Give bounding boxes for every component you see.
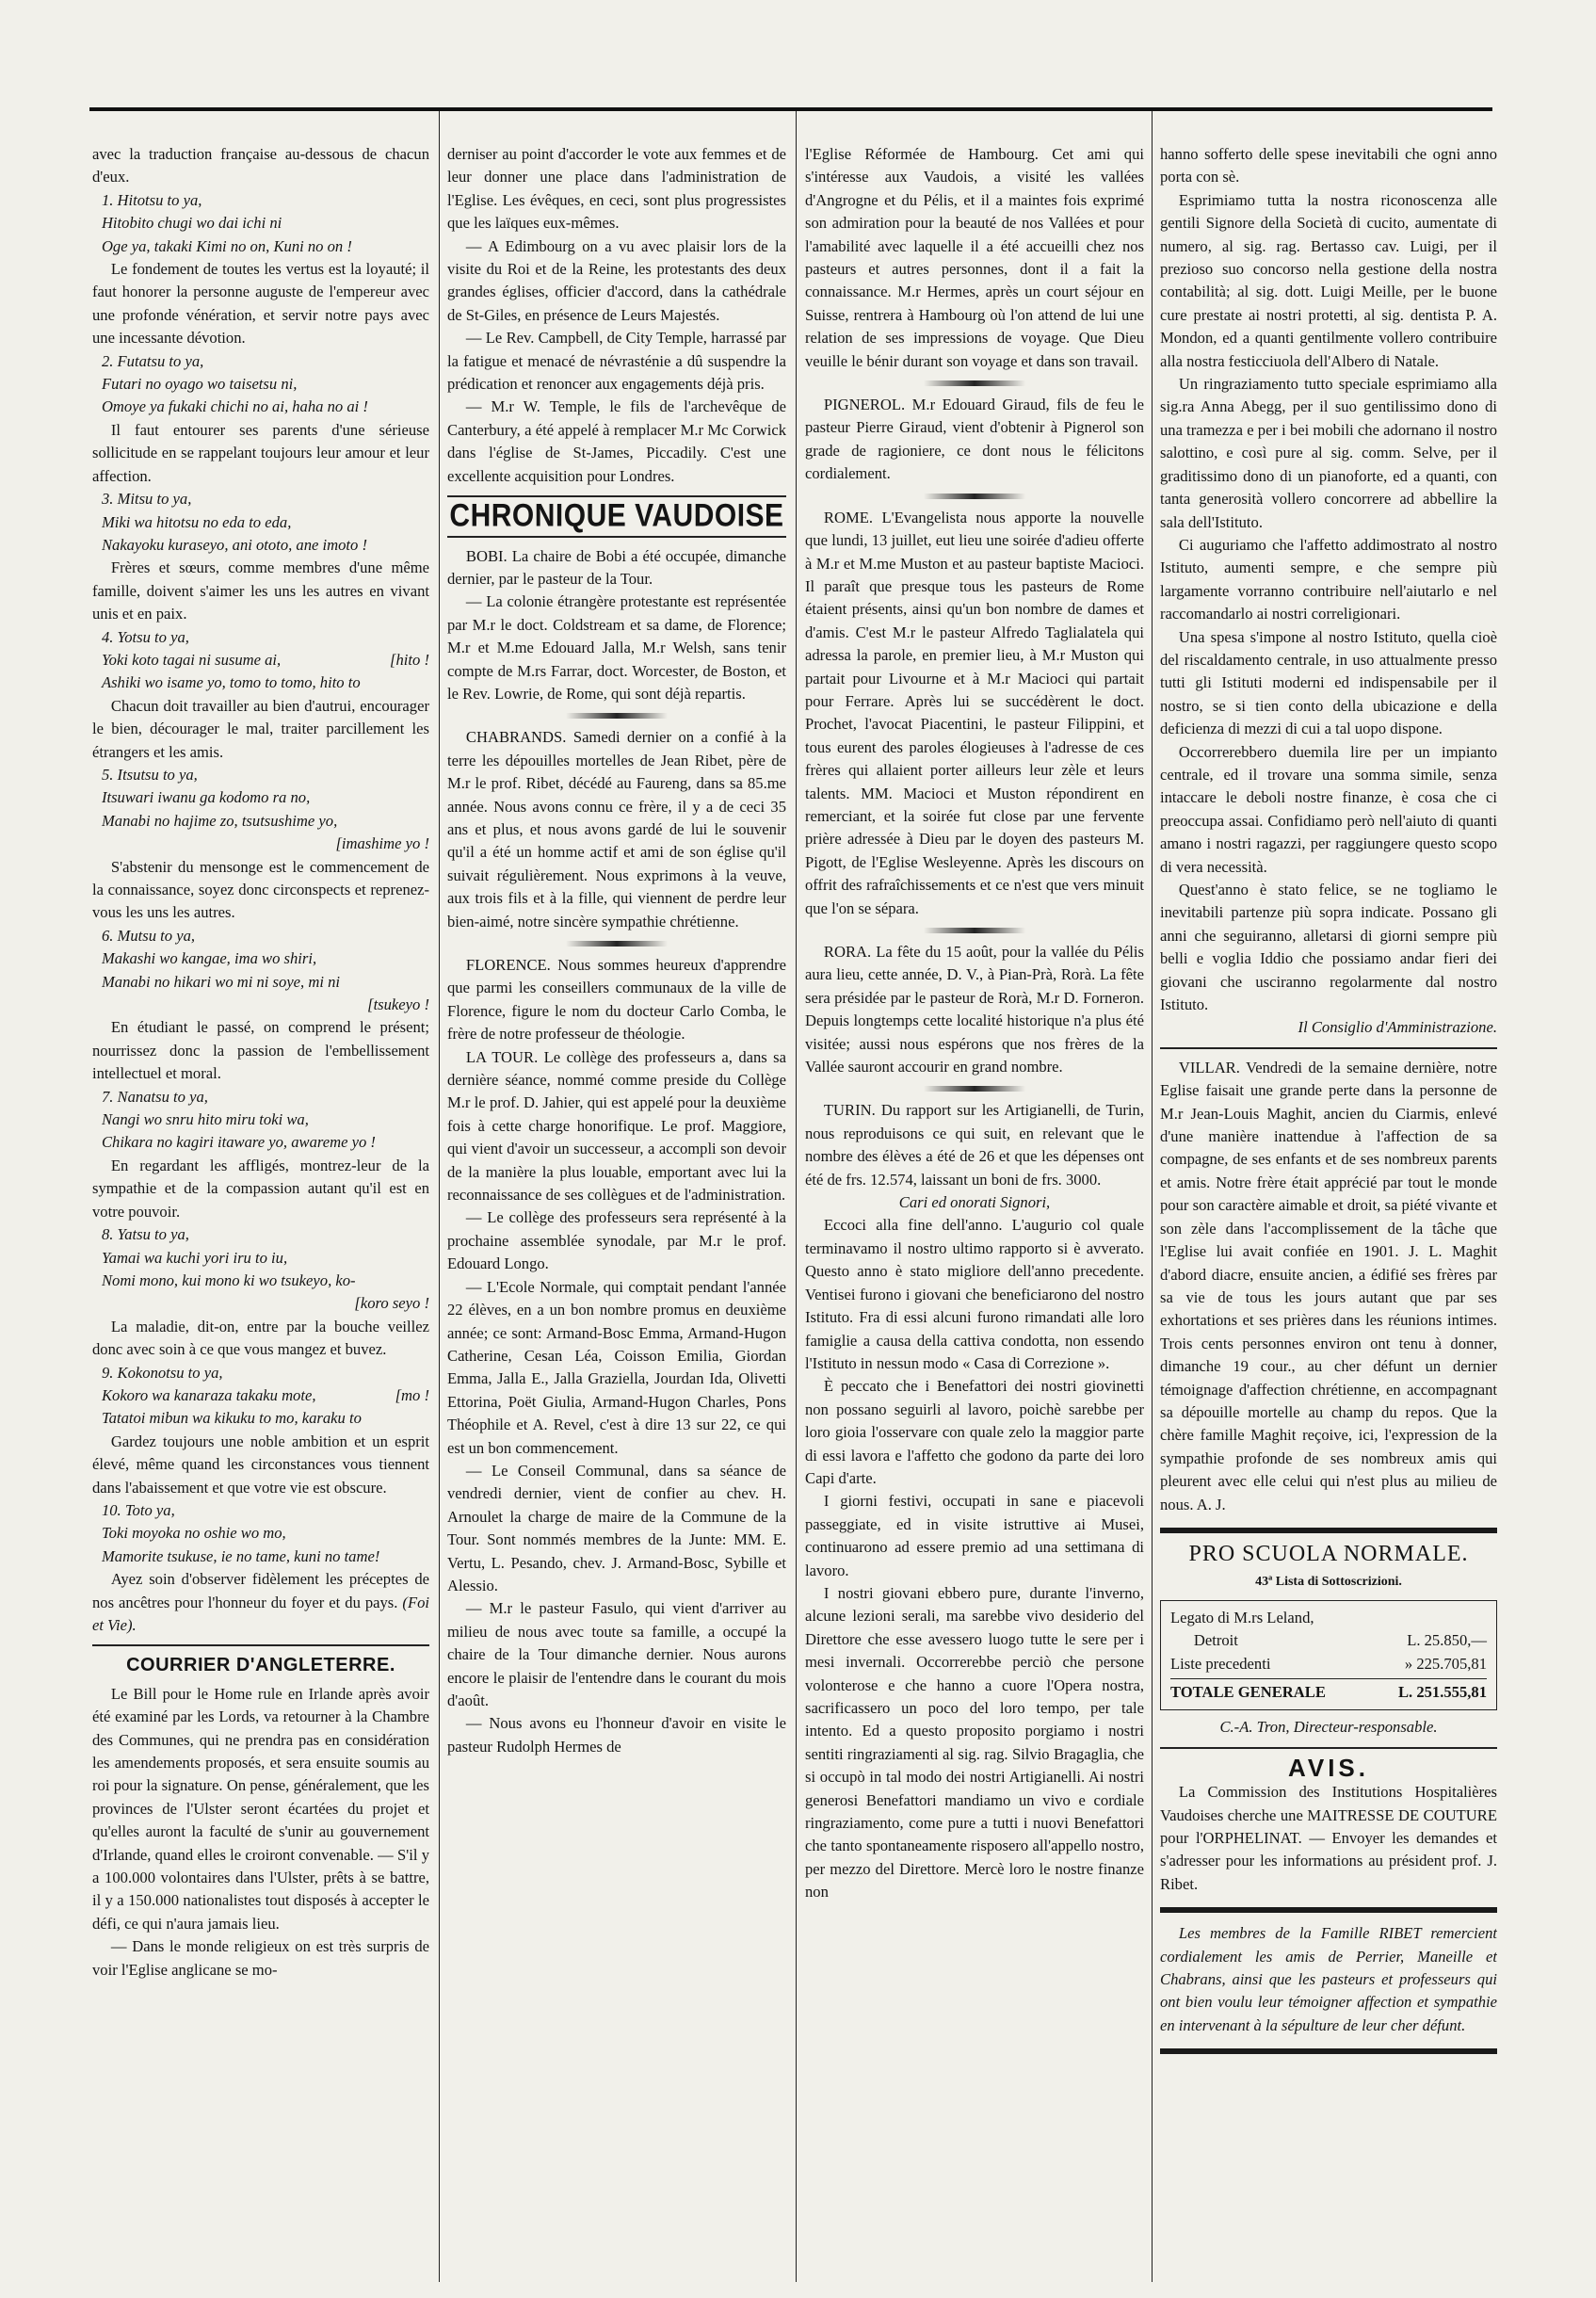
translation-text: Ayez soin d'observer fidèlement les préceptes de nos ancêtres pour l'honneur du foyer et du pays. (92, 1570, 429, 1611)
notice-famille-ribet: Les membres de la Famille RIBET remercient cordialement les amis de Perrier, Maneille et Chabrans, ainsi que les pasteurs et professeurs qui ont bien voulu leur témoigner affection et sympathie en intervenant à la sépulture de leur cher défunt. (1160, 1924, 1497, 2034)
column-3 (805, 143, 1144, 2281)
news-item-la-tour: LA TOUR. Le collège des professeurs a, dans sa dernière séance, nommé comme preside du Collège M.r le prof. D. Jahier, qui est appelé pour la deuxième fois à cette charge honorifique. Le prof. Maggiore, qui vient d'avoir un successeur, a accompli son devoir de la manière la plus louable, emportant avec lui la reconnaissance de ses collègues et de l'administration. (447, 1047, 786, 1205)
section-rule (1160, 1747, 1497, 1749)
column-divider (1152, 111, 1153, 2282)
row-label: Detroit (1193, 1631, 1238, 1650)
item-separator (805, 1086, 1144, 1092)
translation: En regardant les affligés, montrez-leur de la sympathie et de la compassion autant qu'il est en votre pouvoir. (92, 1156, 429, 1221)
verse-line: Chikara no kagiri itaware yo, awareme yo ! (101, 1133, 376, 1152)
news-item-rora: RORA. La fête du 15 août, pour la vallée du Pélis aura lieu, cette année, D. V., à Pian-Prà, Rorà. La fête sera présidée par le pasteur de Rorà, M.r D. Forneron. Depuis longtemps cette localité historique n'a plus été visitée; aussi nous espérons que nos frères de la Vallée sauront accourir en grand nombre. (805, 943, 1144, 1076)
signature: Il Consiglio d'Amministrazione. (1298, 1018, 1497, 1037)
verse-line: Hitobito chugi wo dai ichi ni (101, 214, 282, 233)
row-label: Legato di M.rs Leland, (1170, 1608, 1314, 1626)
translation: Frères et sœurs, comme membres d'une même famille, doivent s'aimer les uns les autres en vivant unis et en paix. (92, 558, 429, 623)
section-heading-courrier: COURRIER D'ANGLETERRE. (126, 1655, 395, 1676)
translation: En étudiant le passé, on comprend le présent; nourrissez donc la passion de l'embellissement intellectuel et moral. (92, 1018, 429, 1083)
verse-line: Oge ya, takaki Kimi no on, Kuni no on ! (101, 236, 352, 255)
verse-line: 2. Futatsu to ya, (101, 351, 204, 370)
news-item-villar (1160, 1057, 1497, 1516)
subscription-box (1160, 1600, 1497, 1711)
row-value: L. 25.850,— (1407, 1631, 1487, 1650)
report-paragraph: Ci auguriamo che l'affetto addimostrato al nostro Istituto, aumenti sempre, e che sempre più largamente vorranno contribuire nell'aiutarlo e nel raccomandarlo ai nostri correligionari. (1160, 535, 1497, 623)
verse-line (92, 1384, 429, 1407)
subheading-lista: 43ª Lista di Sottoscrizioni. (1255, 1575, 1402, 1590)
article-paragraph: Le Bill pour le Home rule en Irlande après avoir été examiné par les Lords, va retourner à la Chambre des Communes, qui ne prendra pas en considération les amendements proposés, et sera ensuite soumis au roi pour la signature. On pense, généralement, que les provinces de l'Ulster seront écartées du projet et qu'elles auront la faculté de s'unir au gouvernement d'Irlande, quand elles le croiront convenable. — S'il y a 100.000 volontaires dans l'Ulster, prêts à se battre, il y a 150.000 nationalistes tout disposés à accepter le défi, ce qui n'aura jamais lieu. (92, 1684, 429, 1933)
news-item-la-tour: — M.r le pasteur Fasulo, qui vient d'arriver au milieu de nous avec toute sa famille, a occupé la chaire de la Tour dimanche dernier. Nous aurons encore le plaisir de l'entendre dans le courant du mois d'août. (447, 1599, 786, 1709)
section-bar (1160, 1907, 1497, 1913)
verse-line: 8. Yatsu to ya, (101, 1225, 189, 1244)
verse-line: 7. Nanatsu to ya, (101, 1087, 208, 1106)
verse-line: 9. Kokonotsu to ya, (101, 1363, 223, 1382)
source-citation: (Foi et Vie). (92, 1593, 429, 1634)
article-paragraph: — M.r W. Temple, le fils de l'archevêque de Canterbury, a été appelé à remplacer M.r Mc Corwick dans l'église de St-James, Piccadily. C'est une excellente acquisition pour Londres. (447, 397, 786, 485)
verse-line: Nomi mono, kui mono ki wo tsukeyo, ko- (101, 1270, 356, 1289)
publisher-line: C.-A. Tron, Directeur-responsable. (1219, 1718, 1438, 1737)
verse-line: 6. Mutsu to ya, (101, 926, 196, 945)
news-item-la-tour: — Le Conseil Communal, dans sa séance de vendredi dernier, vient de confier au chev. H. Arnoulet la charge de maire de la Commune de la Tour. Sont nommés membres de la Junte: MM. E. Vertu, L. Pesando, chev. J. Armand-Bosc, Sybille et Alessio. (447, 1461, 786, 1594)
top-rule (89, 107, 1492, 111)
heading-pro-scuola: PRO SCUOLA NORMALE. (1188, 1541, 1469, 1566)
verse-line: Nakayoku kuraseyo, ani ototo, ane imoto ! (101, 535, 367, 554)
total-label: TOTALE GENERALE (1170, 1683, 1326, 1701)
verse-continuation: [imashime yo ! (335, 834, 429, 853)
report-paragraph: Una spesa s'impone al nostro Istituto, quella cioè del riscaldamento centrale, in uso attualmente presso tutti gli Istituti moderni ed indispensabile per il nostro, se si tien conto della ubicazione e della deficienza di mezzi di cui a tal uopo dispone. (1160, 627, 1497, 738)
article-paragraph: l'Eglise Réformée de Hambourg. Cet ami qui s'intéresse aux Vaudois, a visité les vallées d'Angrogne et du Pélis, et il a maintes fois exprimé son admiration pour la beauté de nos Vallées et pour l'amabilité avec laquelle il a été accueilli chez nos pasteurs et autres personnes, dont il a fait la connaissance. M.r Hermes, après un court séjour en Suisse, rentrera à Hambourg où l'on attend de lui une relation de ses impressions de voyage. Que Dieu veuille le bénir durant son voyage et dans son travail. (805, 145, 1144, 370)
report-paragraph: Un ringraziamento tutto speciale esprimiamo alla sig.ra Anna Abegg, per il suo gentilissimo dono di una tramezza e per i bei mobili che adornano il nostro salottino, e così pure al sig. comm. Selve, per il graditissimo dono di un pianoforte, ed a quanti, con tanta generosità vollero concorrere ad abbellire la sala dell'Istituto. (1160, 375, 1497, 531)
report-paragraph: Quest'anno è stato felice, se ne togliamo le inevitabili partenze più sopra indicate. Possano gli anni che seguiranno, alletarsi di giorni sempre più belli e voglia Iddio che possiamo andar fieri dei giovani che usciranno regolarmente dal nostro Istituto. (1160, 881, 1497, 1014)
report-paragraph: I nostri giovani ebbero pure, durante l'inverno, alcune lezioni serali, ma sarebbe vivo desiderio del Direttore che esse avessero luogo tutte le sere per i mesi invernali. Occorrerebbe perciò che persone volonterose e che hanno a cuore l'Opera nostra, sacrificassero un poco del loro tempo, per tale intento. Ed a questo proposito porgiamo i nostri sentiti ringraziamenti al sig. rag. Silvio Bragaglia, che si occupò in tal modo dei nostri Artigianelli. Ai nostri generosi Benefattori mandiamo un vivo e cordiale ringraziamento, come pure a tutti i nuovi Benefattori che tanto spontaneamente risposero all'appello nostro, per mezzo del Direttore. Mercè loro le nostre finanze non (805, 1583, 1144, 1902)
news-item-bobi: — La colonie étrangère protestante est représentée par M.r le doct. Coldstream et sa dame, de Florence; M.r et M.me Edouard Jalla, M.r Welsh, sans tenir compte de M.rs Farrar, doct. Worcester, de Boston, et le Rev. Lowrie, de Rome, qui sont déjà repartis. (447, 592, 786, 703)
news-item-florence: FLORENCE. Nous sommes heureux d'apprendre que parmi les conseillers communaux de la ville de Florence, figure le nom du docteur Carlo Comba, le frère de notre professeur de théologie. (447, 956, 786, 1044)
letter-salutation: Cari ed onorati Signori, (898, 1193, 1051, 1212)
news-item-la-tour: — Nous avons eu l'honneur d'avoir en visite le pasteur Rudolph Hermes de (447, 1714, 786, 1756)
report-paragraph: I giorni festivi, occupati in sane e piacevoli passeggiate, ed in visite istruttive ai Musei, continuarono ad essere premio ad una settimana di lavoro. (805, 1492, 1144, 1579)
news-item-la-tour: — L'Ecole Normale, qui comptait pendant l'année 22 élèves, en a un bon nombre promus en deuxième année; ce sont: Armand-Bosc Emma, Armand-Hugon Catherine, Cesan Léa, Coisson Emilia, Giordan Emma, Jalla E., Jalla Graziella, Jourdan Ida, Olivetti Ettorina, Poët Giulia, Armand-Hugon Charles, Pons Théophile et A. Revel, c'est à dire 13 sur 22, ce qui est un bon commencement. (447, 1277, 786, 1457)
section-heading-chronique: CHRONIQUE VAUDOISE (449, 497, 784, 534)
verse-line: Manabi no hikari wo mi ni soye, mi ni (101, 972, 340, 991)
article-paragraph: derniser au point d'accorder le vote aux femmes et de leur donner une place dans l'administration de l'Eglise. Les évêques, en ceci, sont plus progressistes que les laïques eux-mêmes. (447, 145, 786, 233)
subscription-total (1170, 1678, 1487, 1704)
news-item-chabrands: CHABRANDS. Samedi dernier on a confié à la terre les dépouilles mortelles de Jean Ribet, père de M.r le prof. Ribet, décédé au Faureng, dans sa 85.me année. Nous avons connu ce frère, il y a de ceci 35 ans et plus, et nous avons gardé de lui le souvenir qu'il a été un homme actif et ami de son église qu'il suivait régulièrement. Nous exprimons à la veuve, aux trois fils et à la fille, qui viennent de perdre leur bien-aimé, notre sincère sympathie chrétienne. (447, 728, 786, 931)
verse-line: 10. Toto ya, (101, 1500, 175, 1519)
column-1 (92, 143, 429, 2281)
verse-line: Tatatoi mibun wa kikuku to mo, karaku to (101, 1409, 362, 1428)
section-bar (1160, 2048, 1497, 2054)
article-paragraph: — Dans le monde religieux on est très surpris de voir l'Eglise anglicane se mo- (92, 1937, 429, 1979)
translation: Il faut entourer ses parents d'une sérieuse sollicitude en se rappelant toujours leur amour et leur affection. (92, 420, 429, 485)
subscription-row (1170, 1653, 1487, 1675)
item-separator (447, 941, 786, 947)
verse-continuation: [mo ! (395, 1385, 429, 1404)
verse-line: Nangi wo snru hito miru toki wa, (101, 1110, 309, 1129)
verse-line: Futari no oyago wo taisetsu ni, (101, 375, 298, 394)
subscription-row (1170, 1629, 1487, 1652)
paragraph: avec la traduction française au-dessous de chacun d'eux. (92, 145, 429, 186)
verse-text: Kokoro wa kanaraza takaku mote, (101, 1385, 316, 1404)
column-divider (796, 111, 797, 2282)
verse-line: 5. Itsutsu to ya, (101, 765, 198, 784)
villar-text: VILLAR. Vendredi de la semaine dernière, notre Eglise faisait une grande perte dans la personne de M.r Jean-Louis Maghit, ancien du Ciarmis, enlevé d'une manière inattendue à l'affection de sa compagne, de ses enfants et de ses nombreux parents et amis. Notre frère était apprécié par tout le monde pour son caractère aimable et droit, sa piété vivante et son zèle dans l'accomplissement de la tâche que l'Eglise lui avait confiée en 1901. J. L. Maghit d'abord diacre, ensuite ancien, a édifié ses frères par sa vie de tous les jours autant que par ses exhortations et ses prières dans les réunions intimes. Trois cents personnes environ ont tenu à donner, dimanche 19 cour., au cher défunt un dernier témoignage d'affection chrétienne, en accompagnant sa dépouille mortelle au champ du repos. Que la chère famille Maghit reçoive, ici, l'expression de la sympathie profonde de ses nombreux amis qui pleurent avec elle celui qui n'est plus au milieu de nous. (1160, 1058, 1497, 1513)
verse-line: Ashiki wo isame yo, tomo to tomo, hito to (101, 673, 361, 692)
news-item-rome: ROME. L'Evangelista nous apporte la nouvelle que lundi, 13 juillet, eut lieu une soirée d'adieu offerte à M.r et M.me Muston et au pasteur baptiste Macioci. Il paraît que presque tous les pasteurs de Rome étaient présents, ainsi qu'un bon nombre de dames et d'amis. C'est M.r le pasteur Alfredo Taglialatela qui adressa la parole, en premier lieu, à M.r Muston qui partait pour Livourne et à M.r Macioci qui partait pour Ferrare. Après lui se succédèrent le doct. Prochet, l'avocat Piacentini, le pasteur Filippini, et tous eurent des paroles élogieuses à l'adresse de ces frères qui allaient porter ailleurs leur zèle et leurs talents. MM. Macioci et Muston répondirent en remerciant, et la soirée fut close par une fervente prière adressée à Dieu par le doyen des pasteurs M. Pigott, de l'Eglise Wesleyenne. Après les discours on offrit des rafraîchissements et ce n'est que vers minuit que l'on se sépara. (805, 508, 1144, 917)
item-separator (805, 494, 1144, 499)
section-rule (1160, 1047, 1497, 1049)
verse-line: 1. Hitotsu to ya, (101, 190, 202, 209)
verse-line: Omoye ya fukaki chichi no ai, haha no ai ! (101, 397, 368, 416)
news-item-turin: TURIN. Du rapport sur les Artigianelli, de Turin, nous reproduisons ce qui suit, en relevant que le nombre des élèves a été de 26 et que les dépenses ont été de frs. 12.574, laissant un boni de frs. 3000. (805, 1101, 1144, 1189)
verse-continuation: [koro seyo ! (354, 1294, 429, 1313)
article-paragraph: — Le Rev. Campbell, de City Temple, harrassé par la fatigue et menacé de névrasténie a dû suspendre la prédication et renoncer aux engagements déjà pris. (447, 329, 786, 394)
translation: Chacun doit travailler au bien d'autrui, encourager le bien, décourager le mal, traiter parcillement les étrangers et les amis. (92, 696, 429, 761)
verse-line: 4. Yotsu to ya, (101, 627, 189, 646)
verse-line: Manabi no hajime zo, tsutsushime yo, (101, 811, 338, 830)
verse-line (92, 649, 429, 672)
report-paragraph: Occorrerebbero duemila lire per un impianto centrale, ed il trovare una somma simile, senza intaccare le deboli nostre finanze, è cosa che ci preoccupa assai. Confidiamo però nell'aiuto di quanti amano i nostri ragazzi, per raggiungere questo scopo di vera necessità. (1160, 742, 1497, 876)
item-separator (805, 380, 1144, 386)
translation: Gardez toujours une noble ambition et un esprit élevé, même quand les circonstances vous tiennent dans l'abaissement et que votre vie est obscure. (92, 1432, 429, 1497)
news-item-pignerol: PIGNEROL. M.r Edouard Giraud, fils de feu le pasteur Pierre Giraud, vient d'obtenir à Pignerol son grade de ragioniere, ce dont nous le félicitons cordialement. (805, 396, 1144, 483)
subscription-row (1170, 1607, 1487, 1629)
report-paragraph: hanno sofferto delle spese inevitabili che ogni anno porta con sè. (1160, 145, 1497, 186)
translation: Le fondement de toutes les vertus est la loyauté; il faut honorer la personne auguste de l'empereur avec une profonde vénération, et servir notre pays avec une incessante dévotion. (92, 260, 429, 348)
villar-signature: A. J. (1196, 1495, 1226, 1513)
row-label: Liste precedenti (1170, 1654, 1271, 1673)
column-divider (439, 111, 440, 2282)
section-rule (447, 536, 786, 538)
news-item-la-tour: — Le collège des professeurs sera représenté à la prochaine assemblée synodale, par M.r le prof. Edouard Longo. (447, 1208, 786, 1273)
item-separator (805, 928, 1144, 933)
notice-avis: La Commission des Institutions Hospitalières Vaudoises cherche une MAITRESSE DE COUTURE pour l'ORPHELINAT. — Envoyer les demandes et s'adresser pour les informations au président prof. J. Ribet. (1160, 1783, 1497, 1893)
verse-line: Itsuwari iwanu ga kodomo ra no, (101, 788, 311, 807)
translation: S'abstenir du mensonge est le commencement de la connaissance, soyez donc circonspects et reprenez-vous les uns les autres. (92, 857, 429, 922)
heading-avis: AVIS. (1288, 1753, 1369, 1782)
news-item-bobi: BOBI. La chaire de Bobi a été occupée, dimanche dernier, par le pasteur de la Tour. (447, 546, 786, 588)
translation (92, 1568, 429, 1637)
verse-text: Yoki koto tagai ni susume ai, (101, 650, 282, 669)
report-paragraph: Esprimiamo tutta la nostra riconoscenza alle gentili Signore della Società di cucito, aumentate di numero, al sig. rag. Bertasso cav. Luigi, per il prezioso suo concorso nella gestione della nostra contabilità; al sig. dott. Luigi Meille, per le buone cure prestate ai nostri protetti, al sig. dentista P. A. Mondon, ed a quanti gentilmente vollero contribuire alla nostra festicciuola dell'Albero di Natale. (1160, 190, 1497, 370)
verse-line: Yamai wa kuchi yori iru to iu, (101, 1248, 288, 1267)
translation: La maladie, dit-on, entre par la bouche veillez donc avec soin à ce que vous mangez et buvez. (92, 1317, 429, 1359)
report-paragraph: È peccato che i Benefattori dei nostri giovinetti non possano seguirli al lavoro, poichè sarebbe per loro gioia l'osservare con quale zelo la maggior parte di essi lavora e l'affetto che godono da parte dei loro Capi d'arte. (805, 1377, 1144, 1487)
verse-line: Makashi wo kangae, ima wo shiri, (101, 949, 317, 968)
verse-line: Miki wa hitotsu no eda to eda, (101, 512, 292, 531)
article-paragraph: — A Edimbourg on a vu avec plaisir lors de la visite du Roi et de la Reine, les protestants des deux grandes églises, officier d'accord, dans la cathédrale de St-Giles, en présence de Leurs Majestés. (447, 236, 786, 324)
verse-line: Toki moyoka no oshie wo mo, (101, 1524, 286, 1543)
verse-line: 3. Mitsu to ya, (101, 490, 192, 509)
total-value: L. 251.555,81 (1397, 1683, 1487, 1701)
item-separator (447, 713, 786, 719)
report-paragraph: Eccoci alla fine dell'anno. L'augurio col quale terminavamo il nostro ultimo rapporto si è avverato. Questo anno è stato migliore dell'anno precedente. Ventisei furono i giovani che beneficiarono del nostro Istituto. Fra di essi alcuni furono rimandati alle loro famiglie a causa della cattiva condotta, non essendo l'Istituto in nessun modo « Casa di Correzione ». (805, 1216, 1144, 1372)
column-2 (447, 143, 786, 2281)
section-rule (92, 1644, 429, 1646)
column-4 (1160, 143, 1497, 2281)
verse-line: Mamorite tsukuse, ie no tame, kuni no tame! (101, 1546, 380, 1565)
verse-continuation: [hito ! (390, 650, 429, 669)
row-value: » 225.705,81 (1404, 1654, 1487, 1673)
verse-continuation: [tsukeyo ! (367, 995, 429, 1014)
section-bar (1160, 1528, 1497, 1533)
